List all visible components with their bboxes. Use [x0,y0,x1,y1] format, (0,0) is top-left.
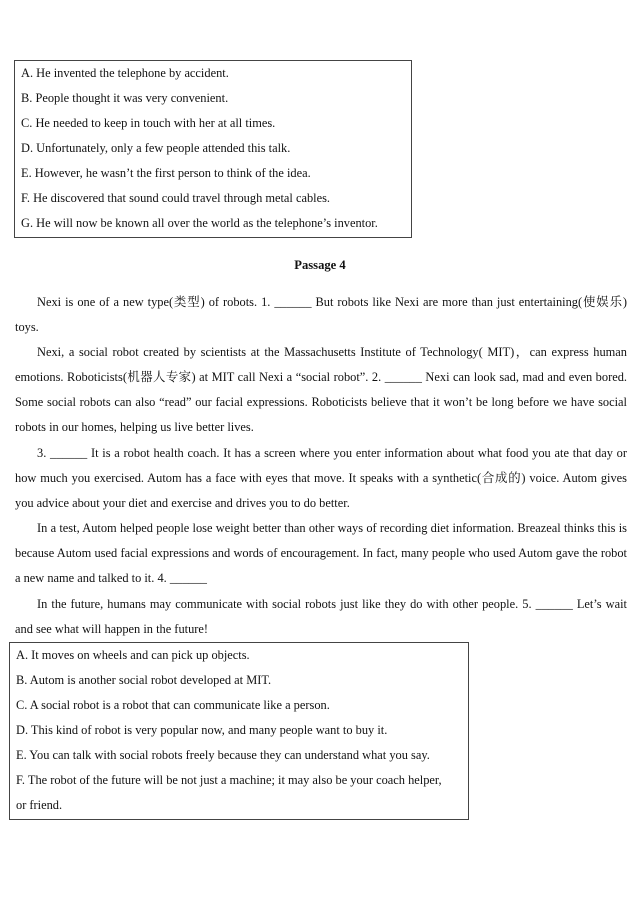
option-b: B. Autom is another social robot developed at MIT. [16,673,272,687]
option-f: F. He discovered that sound could travel through metal cables. [21,191,331,205]
option-c: C. He needed to keep in touch with her at all times. [21,116,276,130]
option-e: E. However, he wasn’t the first person to think of the idea. [21,166,311,180]
options-box-bottom [9,642,469,820]
options-box-top [14,60,412,238]
option-e: E. You can talk with social robots freely because they can understand what you say. [16,748,430,762]
option-a: A. He invented the telephone by accident. [21,66,229,80]
paragraph-2: Nexi, a social robot created by scientists at the Massachusetts Institute of Technology( MIT)，can express human emotions. Roboticists(机器人专家) at MIT call Nexi a “social robot”. 2. ______ Nexi can look sad, mad and even bored. Some social robots can also “read” our facial expressions. Roboticists believe that it won’t be long before we have social robots in our homes, helping us live better lives. [15,345,627,434]
paragraph-3: 3. ______ It is a robot health coach. It has a screen where you enter information about what food you ate that day or how much you exercised. Autom has a face with eyes that move. It speaks with a synthetic(合成的) voice. Autom gives you advice about your diet and exercise and drives you to do better. [15,446,627,510]
option-d: D. This kind of robot is very popular now, and many people want to buy it. [16,723,388,737]
option-f: F. The robot of the future will be not just a machine; it may also be your coach helper, [16,773,442,787]
option-f-continued: or friend. [16,798,63,812]
paragraph-5: In the future, humans may communicate with social robots just like they do with other people. 5. ______ Let’s wait and see what will happen in the future! [15,597,627,636]
option-b: B. People thought it was very convenient. [21,91,229,105]
option-g: G. He will now be known all over the world as the telephone’s inventor. [21,216,378,230]
paragraph-1: Nexi is one of a new type(类型) of robots. 1. ______ But robots like Nexi are more than just entertaining(使娱乐) toys. [15,295,627,334]
option-c: C. A social robot is a robot that can communicate like a person. [16,698,330,712]
option-d: D. Unfortunately, only a few people attended this talk. [21,141,291,155]
passage-title: Passage 4 [294,258,346,272]
option-a: A. It moves on wheels and can pick up objects. [16,648,250,662]
paragraph-4: In a test, Autom helped people lose weight better than other ways of recording diet information. Breazeal thinks this is because Autom used facial expressions and words of encouragement. In fact, many people who used Autom gave the robot a new name and talked to it. 4. ______ [15,521,627,585]
